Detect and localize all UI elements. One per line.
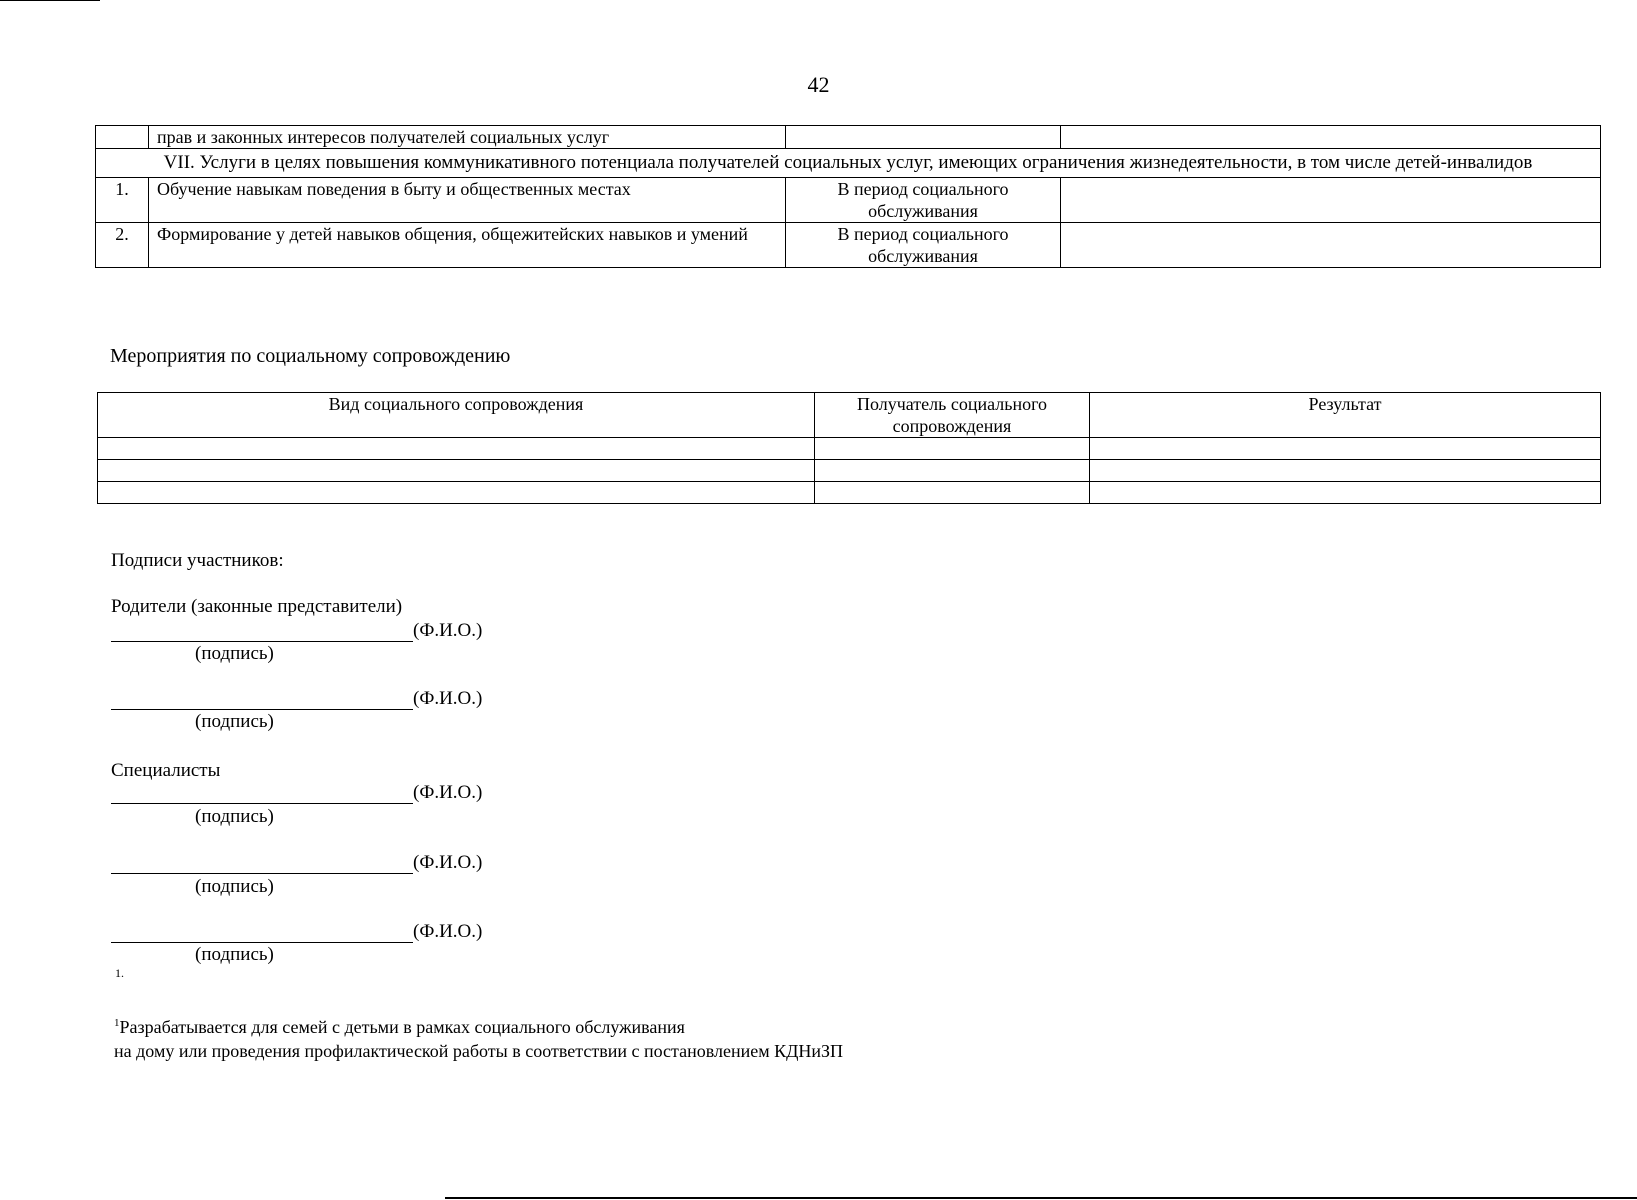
table-header-row <box>98 393 1601 438</box>
footnote-marker: 1. <box>115 966 124 980</box>
section-heading-row <box>96 149 1601 178</box>
cell-period <box>786 126 1061 149</box>
services-table <box>95 125 1601 268</box>
cell-num: 1. <box>96 178 149 223</box>
header-recipient: Получатель социального сопровождения <box>815 393 1090 438</box>
footnote-line-2: на дому или проведения профилактической работы в соответствии с постановлением КДНиЗП <box>114 1041 844 1061</box>
empty-cell <box>98 460 815 482</box>
page-number: 42 <box>807 72 830 97</box>
cell-service: Формирование у детей навыков общения, общежитейских навыков и умений <box>149 223 786 268</box>
empty-cell <box>815 438 1090 460</box>
empty-cell <box>815 460 1090 482</box>
cell-num <box>96 126 149 149</box>
cell-note <box>1061 126 1601 149</box>
signatures-title: Подписи участников: <box>111 550 284 571</box>
signature-field[interactable] <box>111 855 413 874</box>
signature-field[interactable] <box>111 924 413 943</box>
signature-caption: (подпись) <box>195 876 274 897</box>
section-heading: VII. Услуги в целях повышения коммуникативного потенциала получателей социальных услуг, имеющих ограничения жизнедеятельности, в том числе детей-инвалидов <box>96 149 1601 178</box>
support-table <box>97 392 1601 504</box>
support-section-title: Мероприятия по социальному сопровождению <box>110 345 511 367</box>
parents-label: Родители (законные представители) <box>111 596 403 617</box>
header-support-type: Вид социального сопровождения <box>98 393 815 438</box>
signature-caption: (подпись) <box>195 944 274 965</box>
cell-period: В период социального обслуживания <box>786 178 1061 223</box>
fio-label: (Ф.И.О.) <box>413 688 483 709</box>
table-row <box>98 460 1601 482</box>
signature-field[interactable] <box>111 785 413 804</box>
fio-label: (Ф.И.О.) <box>413 782 483 803</box>
top-edge-line <box>0 0 100 1</box>
empty-cell <box>1090 460 1601 482</box>
cell-period: В период социального обслуживания <box>786 223 1061 268</box>
footnote-text: Разрабатывается для семей с детьми в рамках социального обслуживания <box>119 1017 685 1037</box>
signature-line-specialist-3 <box>111 921 482 943</box>
signature-field[interactable] <box>111 623 413 642</box>
signature-field[interactable] <box>111 691 413 710</box>
table-row <box>98 438 1601 460</box>
header-result: Результат <box>1090 393 1601 438</box>
fio-label: (Ф.И.О.) <box>413 852 483 873</box>
empty-cell <box>98 482 815 504</box>
empty-cell <box>98 438 815 460</box>
signature-caption: (подпись) <box>195 711 274 732</box>
table-row <box>96 126 1601 149</box>
empty-cell <box>1090 482 1601 504</box>
fio-label: (Ф.И.О.) <box>413 921 483 942</box>
empty-cell <box>815 482 1090 504</box>
footnote-line-1 <box>114 1017 685 1038</box>
empty-cell <box>1090 438 1601 460</box>
table-row <box>96 178 1601 223</box>
signature-caption: (подпись) <box>195 806 274 827</box>
cell-num: 2. <box>96 223 149 268</box>
cell-note <box>1061 223 1601 268</box>
signature-line-parent-1 <box>111 620 482 642</box>
signature-line-specialist-1 <box>111 782 482 804</box>
signature-line-parent-2 <box>111 688 482 710</box>
table-row <box>96 223 1601 268</box>
cell-service: прав и законных интересов получателей социальных услуг <box>149 126 786 149</box>
specialists-label: Специалисты <box>111 760 221 781</box>
cell-service: Обучение навыкам поведения в быту и общественных местах <box>149 178 786 223</box>
signature-caption: (подпись) <box>195 643 274 664</box>
cell-note <box>1061 178 1601 223</box>
fio-label: (Ф.И.О.) <box>413 620 483 641</box>
bottom-edge-line <box>445 1197 1637 1199</box>
footnote-sup: 1 <box>114 1017 120 1029</box>
signature-line-specialist-2 <box>111 852 482 874</box>
table-row <box>98 482 1601 504</box>
